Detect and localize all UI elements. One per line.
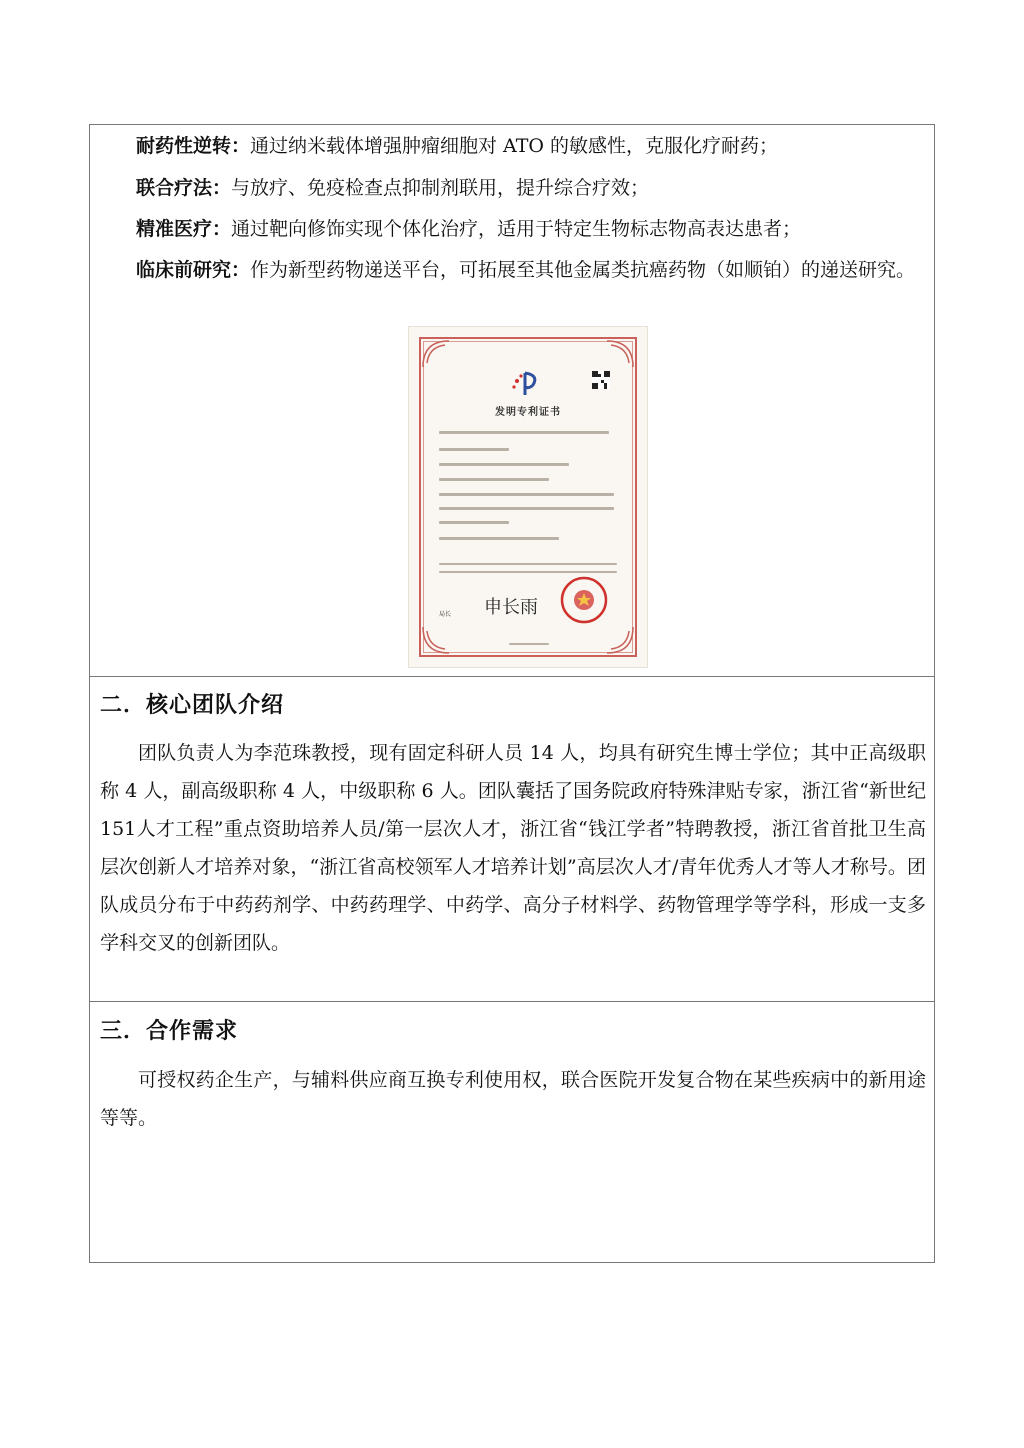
section-title: 三．合作需求 <box>100 1019 239 1044</box>
certificate-text-line <box>439 537 559 540</box>
row-divider <box>90 1001 934 1002</box>
section-body: 团队负责人为李范珠教授，现有固定科研人员 14 人，均具有研究生博士学位；其中正高级职称 4 人，副高级职称 4 人，中级职称 6 人。团队囊括了国务院政府特殊津贴专家，浙江省“新世纪 151人才工程”重点资助培养人员/第一层次人才，浙江省“钱江学者”特聘教授，浙江省首批卫生高层次创新人才培养对象，“浙江省高校领军人才培养计划”高层次人才/青年优秀人才等人才称号。团队成员分布于中药药剂学、中药药理学、中药学、高分子材料学、药物管理学等学科，形成一支多学科交叉的创新团队。 <box>100 742 926 954</box>
list-item <box>136 210 926 248</box>
item-text: 通过靶向修饰实现个体化治疗，适用于特定生物标志物高表达患者； <box>231 218 802 240</box>
director-label: 局长 <box>439 611 452 618</box>
certificate-text-line <box>439 571 617 573</box>
item-text: 通过纳米载体增强肿瘤细胞对 ATO 的敏感性，克服化疗耐药； <box>250 135 779 157</box>
section-title: 二．核心团队介绍 <box>100 693 285 718</box>
certificate-text-line <box>439 521 509 524</box>
qr-code-icon <box>592 371 610 389</box>
certificate-text-line <box>439 448 509 451</box>
row-divider <box>90 676 934 677</box>
item-term: 精准医疗： <box>136 218 232 240</box>
official-seal-icon <box>559 575 609 625</box>
corner-ornament-icon <box>421 339 461 369</box>
corner-ornament-icon <box>421 625 461 655</box>
certificate-text-line <box>439 493 614 496</box>
list-item <box>136 127 926 165</box>
item-text: 作为新型药物递送平台，可拓展至其他金属类抗癌药物（如顺铂）的递送研究。 <box>250 259 916 281</box>
item-text: 与放疗、免疫检查点抑制剂联用，提升综合疗效； <box>231 177 650 199</box>
page-number-line <box>509 643 549 645</box>
list-item <box>136 252 926 288</box>
certificate-text-line <box>439 478 549 481</box>
certificate-text-line <box>439 507 614 510</box>
corner-ornament-icon <box>595 625 635 655</box>
certificate-text-line <box>439 431 609 434</box>
list-item <box>136 169 926 207</box>
certificate-text-line <box>439 463 569 466</box>
certificate-text-line <box>439 563 617 565</box>
signature: 申长雨 <box>484 597 538 618</box>
item-term: 耐药性逆转： <box>136 135 251 157</box>
cnipa-logo-icon <box>509 369 545 399</box>
certificate-title: 发明专利证书 <box>495 407 561 418</box>
item-term: 临床前研究： <box>136 259 251 281</box>
section-body: 可授权药企生产，与辅料供应商互换专利使用权，联合医院开发复合物在某些疾病中的新用途等等。 <box>100 1069 926 1129</box>
patent-certificate-image <box>409 327 647 667</box>
item-term: 联合疗法： <box>136 177 232 199</box>
corner-ornament-icon <box>595 339 635 369</box>
